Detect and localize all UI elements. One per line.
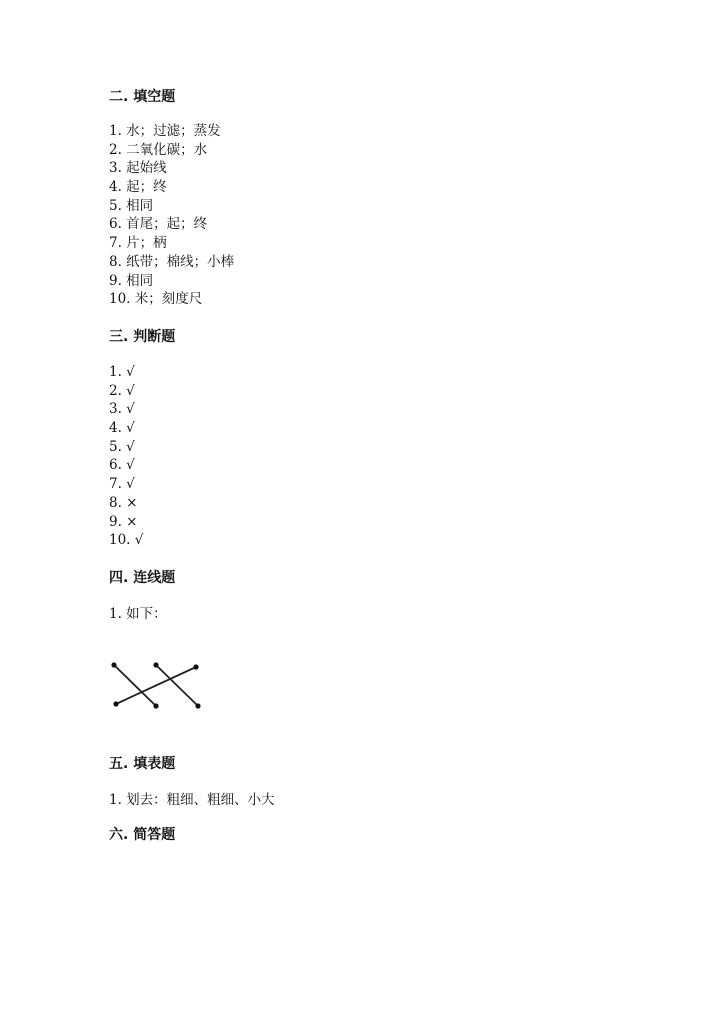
true-false-answer-8: 8. ×	[109, 494, 138, 511]
true-false-answer-7: 7. √	[109, 476, 135, 493]
true-false-answer-2: 2. √	[109, 382, 135, 399]
fill-blank-answer-6: 6. 首尾；起；终	[109, 216, 208, 233]
match-dot-bottom-2	[153, 703, 158, 708]
matching-answer: 1. 如下：	[109, 606, 167, 622]
fill-blank-title: 二. 填空题	[109, 89, 176, 105]
true-false-answer-6: 6. √	[109, 457, 135, 474]
true-false-answer-5: 5. √	[109, 438, 135, 455]
fill-blank-answer-3: 3. 起始线	[109, 160, 167, 177]
fill-blank-answer-10: 10. 米；刻度尺	[109, 291, 203, 308]
match-dot-top-2	[153, 662, 158, 667]
true-false-answer-4: 4. √	[109, 420, 135, 437]
match-dot-bottom-3	[195, 703, 200, 708]
match-dot-top-3	[193, 664, 198, 669]
matching-title: 四. 连线题	[109, 570, 176, 586]
fill-blank-answer-5: 5. 相同	[109, 197, 154, 214]
fill-blank-answer-1: 1. 水；过滤；蒸发	[109, 123, 221, 139]
fill-blank-answer-2: 2. 二氧化碳；水	[109, 141, 208, 158]
matching-lines-figure	[106, 656, 206, 710]
short-answer-title: 六. 简答题	[109, 827, 176, 843]
true-false-answers	[109, 363, 143, 550]
match-line-3	[116, 667, 196, 704]
match-dot-top-1	[111, 662, 116, 667]
true-false-answer-3: 3. √	[109, 401, 135, 418]
match-dot-bottom-1	[113, 701, 118, 706]
fill-blank-answer-9: 9. 相同	[109, 272, 154, 289]
table-fill-answer: 1. 划去：粗细、粗细、小大	[109, 792, 275, 808]
fill-blank-answer-7: 7. 片；柄	[109, 235, 167, 252]
true-false-answer-1: 1. √	[109, 364, 135, 380]
match-line-2	[156, 665, 198, 706]
true-false-answer-9: 9. ×	[109, 513, 138, 530]
match-line-1	[114, 665, 156, 706]
fill-blank-answer-4: 4. 起；终	[109, 179, 167, 196]
fill-blank-answer-8: 8. 纸带；棉线；小棒	[109, 253, 235, 270]
table-fill-title: 五. 填表题	[109, 756, 176, 772]
true-false-title: 三. 判断题	[109, 329, 176, 345]
true-false-answer-10: 10. √	[109, 532, 144, 549]
fill-blank-answers	[109, 122, 234, 309]
